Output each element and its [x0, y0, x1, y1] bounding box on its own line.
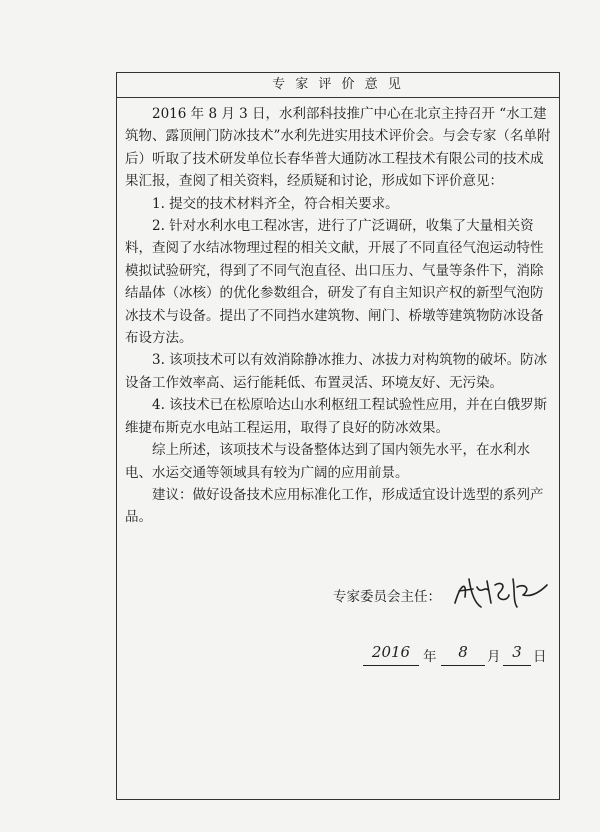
- paragraph-intro: 2016 年 8 月 3 日，水利部科技推广中心在北京主持召开 “水工建筑物、露顶闸门防冰技术”水利先进实用技术评价会。与会专家（名单附后）听取了技术研发单位长春华普大通防冰工程技术有限公司的技术成果汇报，查阅了相关资料，经质疑和讨论，形成如下评价意见：: [125, 106, 551, 190]
- form-title: 专 家 评 价 意 见: [117, 73, 559, 98]
- date-year-unit: 年: [423, 649, 437, 665]
- paragraph-item-2: 2. 针对水利水电工程冰害，进行了广泛调研，收集了大量相关资料，查阅了水结冰物理过程的相关文献，开展了不同直径气泡运动特性模拟试验研究，得到了不同气泡直径、出口压力、气量等条件下，消除结晶体（冰核）的优化参数组合，研发了有自主知识产权的新型气泡防冰技术与设备。提出了不同挡水建筑物、闸门、桥墩等建筑物防冰设备布设方法。: [125, 218, 544, 347]
- date-month: 8: [441, 643, 485, 666]
- signature-label: 专家委员会主任：: [333, 589, 441, 605]
- evaluation-body: [125, 103, 553, 529]
- date-year: 2016: [363, 643, 419, 666]
- paragraph-summary: 综上所述，该项技术与设备整体达到了国内领先水平，在水利水电、水运交通等领域具有较为广阔的应用前景。: [125, 442, 530, 481]
- evaluation-form: [116, 72, 560, 800]
- paragraph-item-4: 4. 该技术已在松原哈达山水利枢纽工程试验性应用，并在白俄罗斯维捷布斯克水电站工程运用，取得了良好的防冰效果。: [125, 397, 548, 436]
- paragraph-item-1: 1. 提交的技术材料齐全，符合相关要求。: [152, 195, 399, 212]
- paragraph-suggestion: 建议：做好设备技术应用标准化工作，形成适宜设计选型的系列产品。: [125, 486, 544, 526]
- date-day-unit: 日: [533, 649, 547, 665]
- signature-row: [333, 573, 553, 613]
- date-row: [363, 643, 553, 669]
- date-day: 3: [503, 643, 531, 666]
- handwritten-signature: [451, 573, 551, 613]
- paragraph-item-3: 3. 该项技术可以有效消除静冰推力、冰拔力对构筑物的破坏。防冰设备工作效率高、运行能耗低、布置灵活、环境友好、无污染。: [125, 352, 548, 391]
- date-month-unit: 月: [487, 649, 501, 665]
